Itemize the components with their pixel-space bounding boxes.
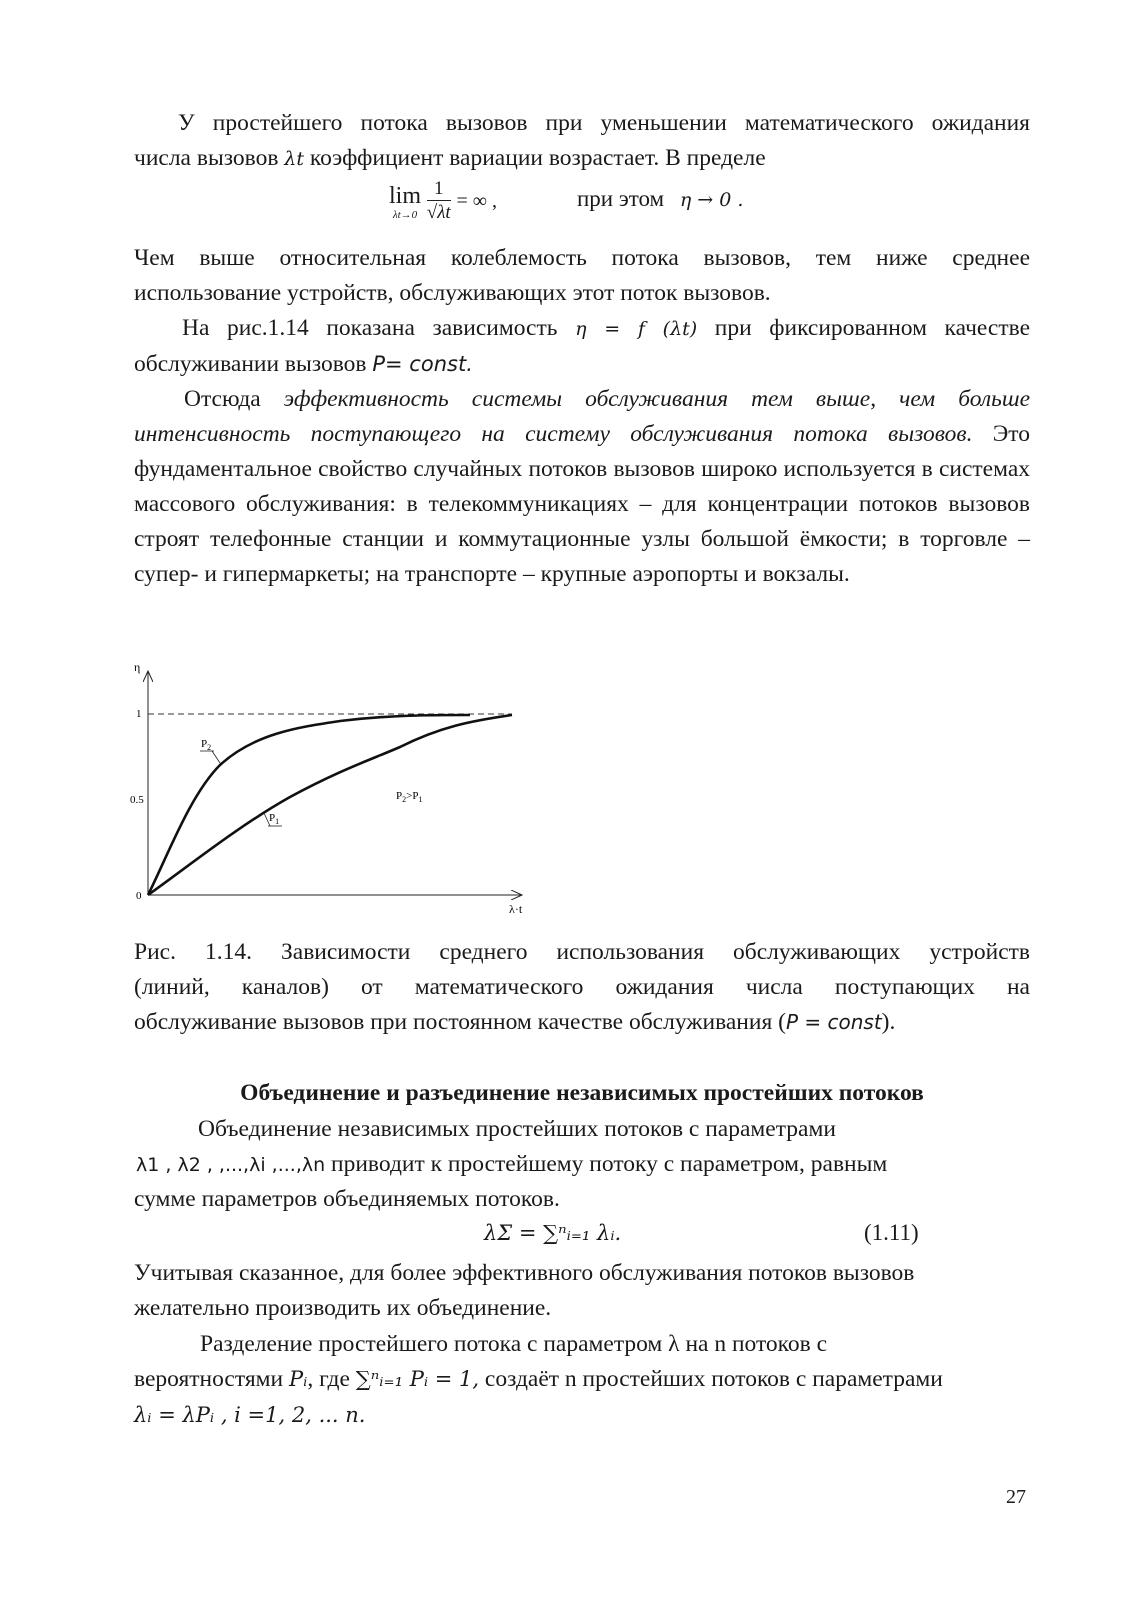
section-line3: сумме параметров объединяемых потоков. — [134, 1186, 560, 1212]
y-tick-05: 0.5 — [130, 794, 144, 806]
para3-line2: обслуживании вызовов P= const. — [134, 351, 473, 377]
para4: Отсюда эффективность системы обслуживания тем выше, чем больше интенсивность поступающего на систему обслуживания потока вызовов. Это фундаментальное свойство случайных потоков вызовов широко используется в системах массового обслуживания: в телекоммуникациях – для концентрации потоков вызовов строят телефонные станции и коммутационные узлы большой ёмкости; в торговле – супер- и гипермаркеты; на транспорте – крупные аэропорты и вокзалы. — [134, 386, 1030, 587]
y-axis-label: η — [134, 660, 141, 674]
limit-formula: lim λt→0 $\frac{1}{√\lambda t}$ = ∞ , — [389, 178, 497, 223]
caption-line1: Рис. 1.14. Зависимости среднего использования обслуживающих устройств — [134, 939, 1030, 965]
section-line1: Объединение независимых простейших потоков с параметрами — [198, 1116, 836, 1142]
curve-p2 — [148, 715, 470, 895]
figure-chart — [120, 655, 540, 925]
limit-condition: при этом η → 0 . — [577, 186, 744, 211]
formula-number: (1.11) — [864, 1220, 919, 1245]
caption-line3: обслуживание вызовов при постоянном качестве обслуживания (P = const). — [134, 1009, 896, 1035]
relation-label: $P_2>P_1$ — [396, 790, 423, 804]
sum-formula: λΣ = ∑ⁿᵢ₌₁ λᵢ. — [484, 1221, 622, 1245]
para3-line1: На рис.1.14 показана зависимость η = f (λt) при фиксированном качестве — [182, 315, 1031, 341]
para1-line1: У простейшего потока вызовов при уменьшении математического ожидания — [178, 110, 1030, 136]
section-line7: вероятностями Pᵢ, где ∑ⁿᵢ₌₁ Pᵢ = 1, создаёт n простейших потоков с параметрами — [134, 1366, 943, 1392]
para2-line2: использование устройств, обслуживающих этот поток вызовов. — [134, 280, 771, 306]
para2-line1: Чем выше относительная колеблемость потока вызовов, тем ниже среднее — [134, 245, 1030, 271]
page-number: 27 — [1006, 1486, 1026, 1508]
y-tick-1: 1 — [136, 708, 142, 720]
section-line8: λᵢ = λPᵢ , i =1, 2, ... n. — [134, 1403, 366, 1427]
section-line5: желательно производить их объединение. — [134, 1295, 552, 1321]
p2-leader — [212, 751, 220, 763]
para1-line2: числа вызовов λt коэффициент вариации возрастает. В пределе — [134, 145, 766, 171]
label-p2: $P_2$ — [201, 738, 212, 752]
x-axis-label: λ·t — [509, 902, 523, 916]
caption-line2: (линий, каналов) от математического ожидания числа поступающих на — [134, 974, 1030, 1000]
section-line4: Учитывая сказанное, для более эффективного обслуживания потоков вызовов — [134, 1260, 915, 1286]
label-p1: $P_1$ — [269, 812, 280, 826]
y-tick-0: 0 — [136, 890, 142, 902]
section-line2: λ1 , λ2 , ,...,λi ,...,λn приводит к простейшему потоку с параметром, равным — [136, 1151, 888, 1177]
section-line6: Разделение простейшего потока с параметром λ на n потоков с — [200, 1331, 828, 1357]
section-heading: Объединение и разъединение независимых простейших потоков — [240, 1080, 924, 1106]
